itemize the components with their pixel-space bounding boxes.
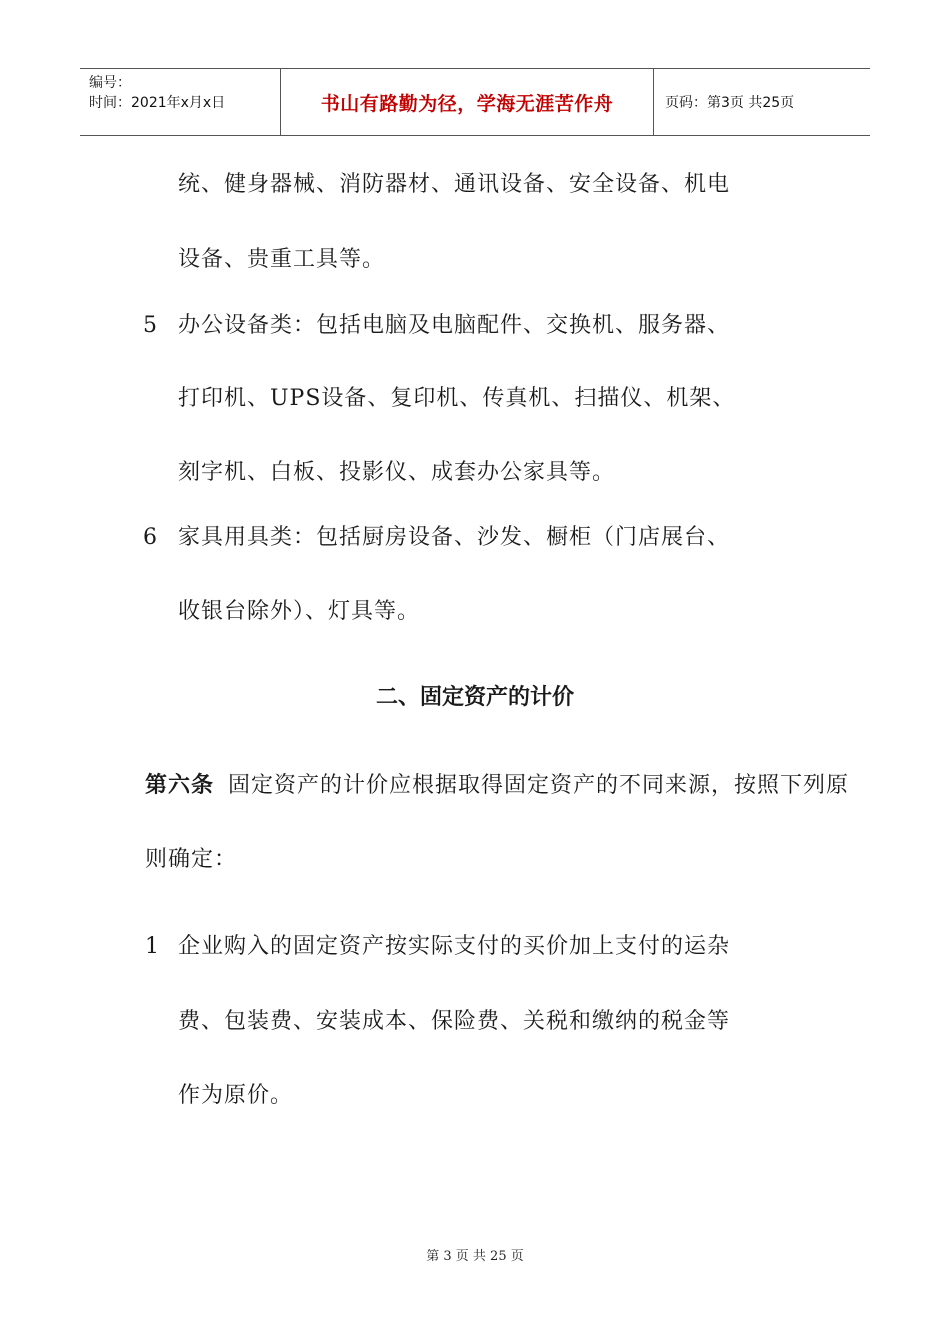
article-line-2: 则确定： (145, 847, 238, 872)
section-heading: 二、固定资产的计价 (375, 685, 574, 710)
item-5-line-1: 办公设备类：包括电脑及电脑配件、交换机、服务器、 (178, 313, 731, 338)
item-5-line-2: 打印机、UPS设备、复印机、传真机、扫描仪、机架、 (178, 386, 736, 411)
article-label: 第六条 (145, 773, 215, 798)
article-line-1 (145, 771, 849, 801)
body-line-1: 统、健身器械、消防器材、通讯设备、安全设备、机电 (178, 172, 731, 197)
item-1-line-3: 作为原价。 (178, 1083, 294, 1108)
item-6-line-1: 家具用具类：包括厨房设备、沙发、橱柜（门店展台、 (178, 525, 731, 550)
body-line-2: 设备、贵重工具等。 (178, 247, 386, 272)
header-meta (80, 69, 281, 135)
page-footer: 第 3 页 共 25 页 (426, 1249, 524, 1264)
header-page-label: 页码：第3页 共25页 (665, 95, 795, 111)
item-1-line-1: 企业购入的固定资产按实际支付的买价加上支付的运杂 (178, 934, 731, 959)
item-6-number: 6 (143, 525, 157, 550)
item-5-number: 5 (143, 313, 157, 338)
item-5-line-3: 刻字机、白板、投影仪、成套办公家具等。 (178, 460, 616, 485)
article-text-1: 固定资产的计价应根据取得固定资产的不同来源，按照下列原 (228, 773, 850, 798)
item-6-line-2: 收银台除外）、灯具等。 (178, 599, 421, 624)
header-motto: 书山有路勤为径，学海无涯苦作舟 (281, 69, 654, 135)
page-header (80, 68, 870, 136)
header-time-label: 时间：2021年x月x日 (89, 95, 226, 111)
header-number-label: 编号： (89, 75, 131, 91)
item-1-line-2: 费、包装费、安装成本、保险费、关税和缴纳的税金等 (178, 1009, 731, 1034)
item-1-number: 1 (145, 934, 159, 959)
